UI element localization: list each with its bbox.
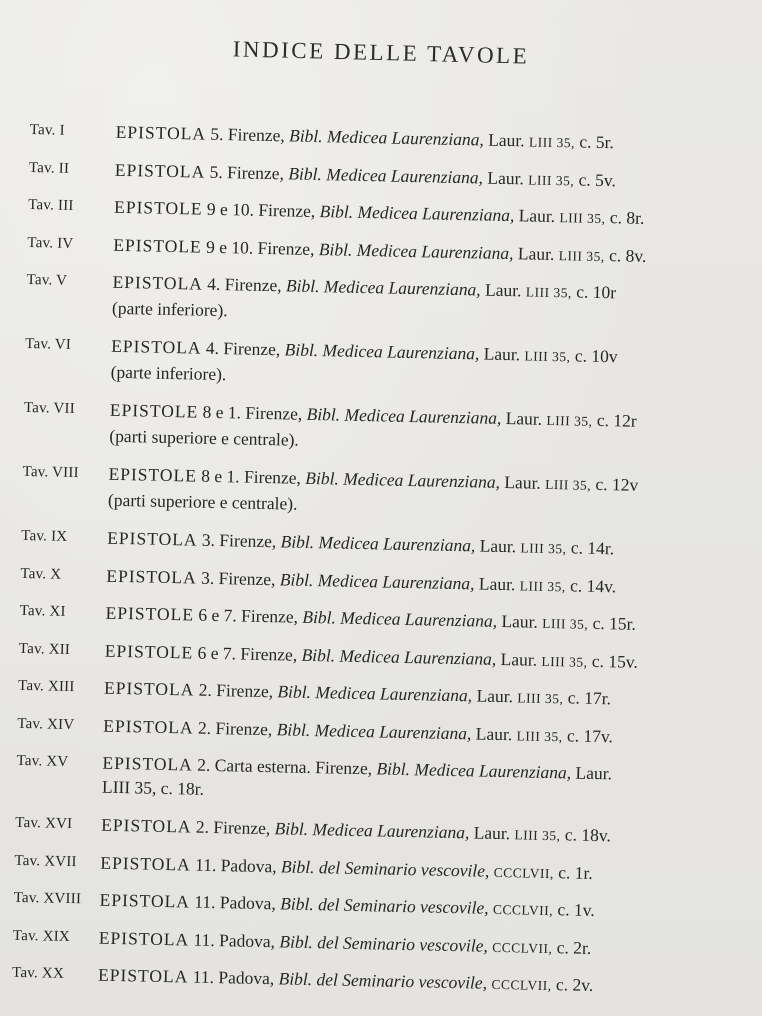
plate-number: Tav. V (26, 271, 68, 289)
epistle-number: 9 e 10. (205, 236, 254, 258)
epistle-number: 4. (207, 273, 221, 295)
epistle-number: 8 e 1. (202, 401, 242, 423)
folio: c. 2v. (555, 974, 594, 995)
folio: c. 15v. (591, 650, 639, 672)
epistle-label: EPISTOLA (97, 964, 189, 987)
library-name: Bibl. Medicea Laurenziana, (302, 606, 498, 631)
plate-number: Tav. VI (25, 335, 72, 353)
library-name: Bibl. Medicea Laurenziana, (306, 403, 502, 428)
shelfmark-code: LIII 35, (542, 615, 589, 632)
city: Padova, (218, 929, 276, 951)
plate-number: Tav. II (28, 159, 70, 177)
shelfmark-code: LIII 35, (524, 348, 571, 365)
entry-continuation: (parti superiore e centrale). (109, 425, 300, 450)
shelfmark-code: LIII 35, (525, 284, 572, 301)
city: Firenze, (240, 605, 299, 627)
city: Firenze, (227, 124, 285, 146)
library-name: Bibl. Medicea Laurenziana, (276, 718, 472, 743)
index-entry (23, 396, 739, 461)
epistle-label: EPISTOLA (99, 889, 191, 912)
shelfmark-prefix: Laur. (484, 279, 522, 301)
plate-number: Tav. XII (18, 640, 71, 658)
epistle-number: 8 e 1. (201, 465, 240, 487)
plates-index-list (12, 118, 745, 1013)
index-entry (20, 561, 735, 602)
entry-description (98, 963, 727, 1002)
entry-line (113, 232, 742, 271)
entry-description (99, 888, 728, 927)
folio: c. 12r (596, 409, 637, 431)
entry-description (110, 334, 740, 397)
folio: c. 8v. (608, 244, 647, 266)
entry-line (106, 563, 735, 602)
library-name: Bibl. Medicea Laurenziana, (284, 339, 480, 364)
epistle-label: EPISTOLE (105, 602, 195, 625)
library-name: Bibl. Medicea Laurenziana, (274, 818, 470, 843)
plate-number: Tav. XVI (15, 814, 73, 833)
library-name: Bibl. Medicea Laurenziana, (285, 275, 481, 300)
entry-description (99, 925, 728, 964)
epistle-label: EPISTOLE (113, 196, 203, 219)
epistle-label: EPISTOLA (98, 927, 190, 950)
entry-description (115, 120, 744, 159)
epistle-label: EPISTOLE (113, 234, 202, 257)
city: Padova, (220, 854, 277, 876)
shelfmark-prefix: Laur. (517, 242, 555, 264)
index-entry (28, 193, 743, 234)
index-entry (13, 923, 728, 964)
epistle-label: EPISTOLE (108, 463, 198, 486)
entry-line (103, 713, 732, 752)
index-entry (26, 268, 742, 333)
shelfmark-prefix: Laur. (483, 343, 521, 365)
epistle-number: 2. (198, 679, 213, 700)
entry-line (98, 963, 727, 1002)
city: Padova, (219, 892, 277, 914)
epistle-number: 5. (209, 161, 223, 182)
shelfmark-prefix: Laur. (487, 167, 525, 188)
entry-description (114, 195, 743, 234)
entry-description (112, 270, 742, 333)
shelfmark-code: LIII 35, (528, 171, 575, 188)
plate-number: Tav. XIII (17, 677, 75, 696)
folio: c. 5v. (578, 169, 617, 190)
index-entry (19, 636, 734, 677)
plate-number: Tav. XV (16, 752, 69, 770)
plate-number: Tav. VII (23, 399, 76, 418)
city: Firenze, (213, 816, 271, 839)
shelfmark-prefix: Laur. (501, 610, 539, 632)
shelfmark-prefix: Laur. (475, 722, 513, 744)
entry-description (103, 713, 732, 752)
index-entry (14, 848, 729, 889)
folio: c. 1r. (558, 861, 594, 883)
shelfmark-code: LIII 35, (516, 727, 563, 744)
entry-line (100, 850, 729, 889)
plate-number: Tav. I (29, 121, 65, 139)
index-entry (21, 524, 736, 565)
epistle-label: EPISTOLA (111, 335, 202, 358)
index-entry (19, 599, 734, 640)
shelfmark-prefix: Laur. (504, 472, 542, 493)
entry-continuation: (parte inferiore). (110, 361, 227, 385)
shelfmark-code: LIII 35, (546, 412, 593, 429)
shelfmark-code: LIII 35, (519, 577, 566, 594)
city: Firenze, (224, 274, 282, 296)
entry-line (115, 120, 744, 159)
library-name: Bibl. del Seminario vescovile, (279, 930, 489, 956)
entry-description (115, 157, 744, 196)
city: Firenze, (245, 402, 303, 424)
city: Firenze, (240, 643, 298, 665)
folio: c. 17r. (567, 687, 612, 709)
city: Firenze, (226, 161, 285, 183)
epistle-number: 6 e 7. (197, 642, 237, 663)
library-name: Bibl. Medicea Laurenziana, (319, 201, 515, 226)
folio: c. 18v. (564, 824, 612, 846)
shelfmark-code: LIII 35, (528, 134, 576, 151)
epistle-number: 3. (200, 567, 215, 588)
library-name: Bibl. Medicea Laurenziana, (280, 531, 476, 556)
shelfmark-prefix: Laur. (518, 205, 556, 227)
library-name: Bibl. del Seminario vescovile, (278, 968, 488, 993)
library-name: Bibl. del Seminario vescovile, (279, 893, 489, 918)
index-entry (29, 155, 744, 196)
entry-line (114, 195, 743, 234)
entry-description (113, 232, 742, 271)
epistle-number: 5. (210, 123, 224, 145)
index-entry (16, 749, 732, 812)
entry-line (105, 638, 734, 677)
entry-description (100, 850, 729, 889)
entry-description (101, 813, 730, 852)
entry-line (115, 157, 744, 196)
shelfmark-code: CCCLVII, (492, 939, 553, 956)
entry-description (109, 398, 739, 461)
plate-number: Tav. X (20, 565, 62, 583)
epistle-label: EPISTOLA (114, 159, 206, 182)
city: Padova, (218, 967, 275, 989)
epistle-label: EPISTOLA (103, 677, 195, 700)
library-name: Bibl. del Seminario vescovile, (280, 855, 490, 881)
epistle-label: EPISTOLA (106, 565, 197, 588)
folio: c. 8r. (609, 207, 645, 228)
epistle-number: 4. (205, 337, 220, 359)
city: Firenze, (216, 680, 274, 702)
library-name: Bibl. Medicea Laurenziana, (288, 125, 485, 150)
entry-description (105, 638, 734, 677)
city: Carta esterna. Firenze, (214, 755, 373, 779)
plate-number: Tav. XI (19, 602, 66, 620)
folio: c. 14r. (570, 537, 615, 559)
index-entry (15, 811, 730, 852)
epistle-label: EPISTOLE (109, 399, 199, 422)
index-entry (22, 460, 738, 525)
epistle-label: EPISTOLA (103, 715, 194, 738)
shelfmark-prefix: Laur. (505, 408, 543, 429)
entry-description (106, 563, 735, 602)
epistle-number: 11. (194, 854, 217, 875)
entry-line (99, 888, 728, 927)
epistle-number: 11. (192, 966, 215, 988)
epistle-label: EPISTOLA (107, 527, 198, 550)
shelfmark-code: CCCLVII, (491, 976, 552, 994)
shelfmark-prefix: Laur. (476, 685, 514, 707)
shelfmark-prefix: Laur. (500, 648, 538, 670)
city: Firenze, (219, 530, 277, 552)
epistle-label: EPISTOLA (115, 121, 207, 144)
shelfmark-code: LIII 35, (559, 210, 606, 227)
library-name: Bibl. Medicea Laurenziana, (376, 758, 572, 783)
plate-number: Tav. VIII (22, 463, 79, 482)
entry-line (107, 526, 736, 565)
folio: c. 14v. (569, 574, 617, 596)
shelfmark-prefix: Laur. (478, 573, 516, 594)
entry-line (105, 601, 734, 640)
entry-continuation: (parti superiore e centrale). (107, 489, 298, 514)
epistle-number: 11. (193, 929, 215, 950)
epistle-label: EPISTOLA (112, 271, 204, 294)
epistle-label: EPISTOLA (102, 752, 194, 775)
library-name: Bibl. Medicea Laurenziana, (301, 644, 497, 669)
shelfmark-code: LIII 35, (541, 653, 588, 670)
library-name: Bibl. Medicea Laurenziana, (279, 568, 475, 593)
folio: c. 10v (574, 345, 618, 367)
city: Firenze, (223, 338, 281, 360)
folio: c. 2r. (556, 936, 592, 958)
entry-description (104, 676, 733, 715)
index-entry (24, 332, 740, 397)
folio: c. 5r. (579, 131, 615, 153)
epistle-number: 2. (196, 754, 211, 775)
shelfmark-code: LIII 35, (517, 690, 564, 707)
shelfmark-code: CCCLVII, (493, 864, 555, 881)
library-name: Bibl. Medicea Laurenziana, (305, 467, 501, 492)
plate-number: Tav. XVIII (13, 889, 82, 908)
city: Firenze, (215, 717, 273, 739)
index-entry (12, 961, 727, 1002)
entry-continuation: (parte inferiore). (111, 297, 228, 321)
epistle-number: 11. (194, 891, 216, 913)
index-entry (17, 711, 732, 752)
plate-number: Tav. XIV (17, 715, 75, 733)
city: Firenze, (257, 237, 315, 259)
folio: c. 10r (576, 281, 617, 303)
shelfmark-prefix: Laur. (473, 822, 511, 844)
index-entry (29, 118, 744, 159)
epistle-label: EPISTOLA (101, 814, 192, 837)
shelfmark-code: LIII 35, (545, 476, 592, 493)
entry-continuation: LIII 35, c. 18r. (101, 776, 205, 799)
library-name: Bibl. Medicea Laurenziana, (288, 162, 484, 187)
entry-description (102, 751, 732, 812)
plate-number: Tav. XIX (12, 927, 71, 945)
shelfmark-code: LIII 35, (558, 247, 605, 264)
epistle-number: 6 e 7. (198, 604, 237, 626)
entry-description (105, 601, 734, 640)
plate-number: Tav. III (28, 196, 74, 214)
plate-number: Tav. IV (27, 234, 74, 252)
epistle-number: 9 e 10. (206, 198, 255, 220)
plate-number: Tav. XX (11, 964, 65, 982)
shelfmark-code: LIII 35, (520, 540, 567, 557)
epistle-number: 3. (201, 529, 216, 550)
shelfmark-code: LIII 35, (514, 827, 561, 844)
page-title: INDICE DELLE TAVOLE (232, 36, 530, 69)
shelfmark-prefix: Laur. (488, 129, 525, 151)
index-entry (27, 230, 742, 271)
entry-line (99, 925, 728, 964)
plate-number: Tav. XVII (14, 852, 77, 870)
folio: c. 15r. (592, 612, 637, 634)
city: Firenze, (218, 567, 276, 589)
epistle-label: EPISTOLA (100, 852, 191, 875)
shelfmark-prefix: Laur. (479, 535, 517, 557)
entry-description (108, 462, 738, 525)
index-entry (13, 886, 728, 927)
library-name: Bibl. Medicea Laurenziana, (318, 238, 514, 263)
epistle-label: EPISTOLE (104, 640, 194, 663)
shelfmark-code: CCCLVII, (492, 901, 554, 919)
entry-description (107, 526, 736, 565)
folio: c. 17v. (566, 724, 614, 746)
library-name: Bibl. Medicea Laurenziana, (277, 681, 473, 706)
epistle-number: 2. (197, 717, 212, 738)
entry-line (101, 813, 730, 852)
index-entry (18, 674, 733, 715)
folio: c. 1v. (557, 899, 595, 920)
city: Firenze, (243, 466, 302, 488)
city: Firenze, (258, 199, 316, 221)
plate-number: Tav. IX (21, 527, 68, 545)
folio: c. 12v (595, 473, 639, 495)
epistle-number: 2. (195, 816, 210, 837)
entry-line (104, 676, 733, 715)
shelfmark-prefix: Laur. (575, 762, 613, 784)
